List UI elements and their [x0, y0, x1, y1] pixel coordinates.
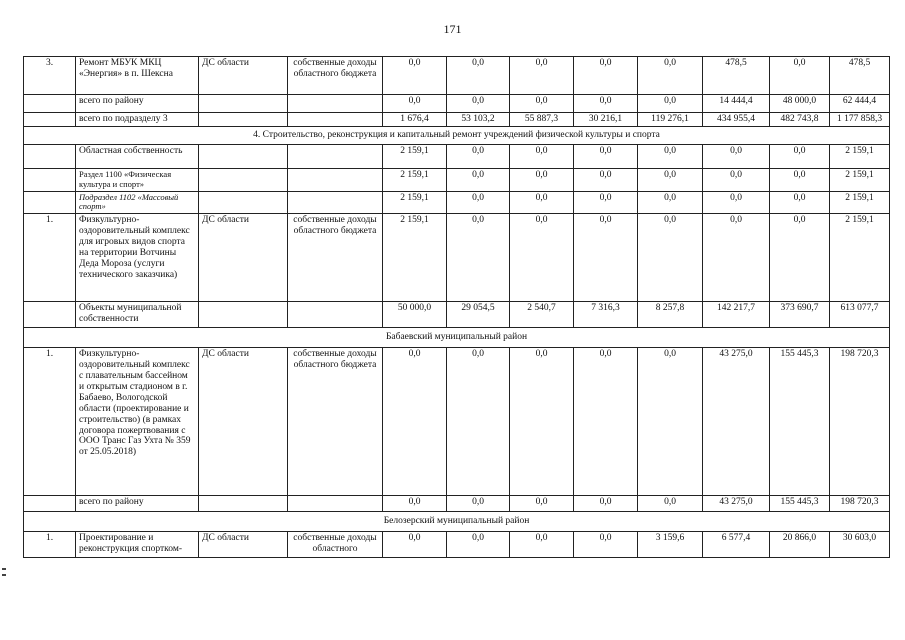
value-cell: 142 217,7 [703, 302, 770, 328]
value-cell: 0,0 [574, 532, 638, 558]
recipient: ДС области [199, 214, 288, 302]
value-cell: 0,0 [574, 169, 638, 192]
value-cell: 0,0 [447, 169, 510, 192]
value-cell: 53 103,2 [447, 113, 510, 127]
group-label: Областная собственность [76, 145, 199, 169]
value-cell: 43 275,0 [703, 348, 770, 496]
row-number: 1. [24, 532, 76, 558]
value-cell: 2 159,1 [383, 214, 447, 302]
value-cell: 0,0 [770, 57, 830, 95]
value-cell: 55 887,3 [510, 113, 574, 127]
value-cell: 0,0 [383, 348, 447, 496]
value-cell: 0,0 [770, 145, 830, 169]
value-cell: 6 577,4 [703, 532, 770, 558]
value-cell: 2 159,1 [830, 214, 890, 302]
table-row [24, 191, 890, 214]
value-cell: 0,0 [770, 169, 830, 192]
section-label: Раздел 1100 «Физическая культура и спорт» [76, 169, 199, 192]
district-title: Белозерский муниципальный район [24, 512, 890, 532]
group-label: Объекты муниципальной собственности [76, 302, 199, 328]
object-name: Физкультурно-оздоровительный комплекс с плавательным бассейном и открытым стадионом в г. Бабаево, Вологодской области (проектирование и строительство) (в рамках договора пожертвования с ООО Транс Газ Ухта № 359 от 25.05.2018) [76, 348, 199, 496]
value-cell: 0,0 [574, 214, 638, 302]
value-cell: 0,0 [638, 214, 703, 302]
value-cell: 30 216,1 [574, 113, 638, 127]
recipient: ДС области [199, 57, 288, 95]
value-cell: 0,0 [447, 57, 510, 95]
row-number: 3. [24, 57, 76, 95]
recipient: ДС области [199, 348, 288, 496]
value-cell: 613 077,7 [830, 302, 890, 328]
value-cell: 1 676,4 [383, 113, 447, 127]
district-header-row [24, 328, 890, 348]
value-cell: 43 275,0 [703, 496, 770, 512]
value-cell: 155 445,3 [770, 496, 830, 512]
value-cell: 8 257,8 [638, 302, 703, 328]
funding-source: собственные доходы областного бюджета [288, 214, 383, 302]
value-cell: 0,0 [703, 145, 770, 169]
subsection-label: Подраздел 1102 «Массовый спорт» [76, 191, 199, 214]
value-cell: 482 743,8 [770, 113, 830, 127]
value-cell: 0,0 [638, 145, 703, 169]
section-title: 4. Строительство, реконструкция и капитальный ремонт учреждений физической культуры и спорта [24, 127, 890, 145]
value-cell: 198 720,3 [830, 348, 890, 496]
value-cell: 2 159,1 [830, 145, 890, 169]
table-row [24, 145, 890, 169]
table-row [24, 169, 890, 192]
value-cell: 0,0 [638, 191, 703, 214]
value-cell: 0,0 [510, 191, 574, 214]
value-cell: 30 603,0 [830, 532, 890, 558]
value-cell: 0,0 [574, 191, 638, 214]
table-row [24, 496, 890, 512]
district-title: Бабаевский муниципальный район [24, 328, 890, 348]
table-row [24, 57, 890, 95]
value-cell: 478,5 [703, 57, 770, 95]
value-cell: 0,0 [383, 95, 447, 113]
value-cell: 2 159,1 [830, 191, 890, 214]
value-cell: 14 444,4 [703, 95, 770, 113]
value-cell: 2 159,1 [830, 169, 890, 192]
value-cell: 0,0 [510, 145, 574, 169]
value-cell: 0,0 [574, 496, 638, 512]
value-cell: 434 955,4 [703, 113, 770, 127]
value-cell: 0,0 [574, 57, 638, 95]
table-row [24, 302, 890, 328]
value-cell: 2 159,1 [383, 169, 447, 192]
recipient: ДС области [199, 532, 288, 558]
value-cell: 48 000,0 [770, 95, 830, 113]
value-cell: 3 159,6 [638, 532, 703, 558]
value-cell: 62 444,4 [830, 95, 890, 113]
value-cell: 0,0 [703, 214, 770, 302]
value-cell: 0,0 [447, 95, 510, 113]
value-cell: 0,0 [447, 145, 510, 169]
value-cell: 0,0 [703, 191, 770, 214]
value-cell: 0,0 [510, 348, 574, 496]
value-cell: 0,0 [638, 95, 703, 113]
value-cell: 0,0 [574, 95, 638, 113]
value-cell: 20 866,0 [770, 532, 830, 558]
value-cell: 0,0 [447, 348, 510, 496]
value-cell: 29 054,5 [447, 302, 510, 328]
value-cell: 0,0 [638, 348, 703, 496]
value-cell: 0,0 [770, 191, 830, 214]
value-cell: 119 276,1 [638, 113, 703, 127]
value-cell: 0,0 [574, 145, 638, 169]
value-cell: 0,0 [638, 496, 703, 512]
funding-source: собственные доходы областного бюджета [288, 57, 383, 95]
section-header-row [24, 127, 890, 145]
subtotal-label: всего по подразделу 3 [76, 113, 199, 127]
value-cell: 50 000,0 [383, 302, 447, 328]
value-cell: 0,0 [703, 169, 770, 192]
value-cell: 0,0 [510, 95, 574, 113]
value-cell: 478,5 [830, 57, 890, 95]
value-cell: 198 720,3 [830, 496, 890, 512]
value-cell: 0,0 [510, 532, 574, 558]
page-number: 171 [443, 22, 462, 36]
value-cell: 0,0 [383, 57, 447, 95]
value-cell: 0,0 [510, 214, 574, 302]
value-cell: 7 316,3 [574, 302, 638, 328]
value-cell: 0,0 [447, 532, 510, 558]
value-cell: 0,0 [638, 57, 703, 95]
value-cell: 2 540,7 [510, 302, 574, 328]
table-row [24, 95, 890, 113]
value-cell: 1 177 858,3 [830, 113, 890, 127]
value-cell: 155 445,3 [770, 348, 830, 496]
value-cell: 0,0 [638, 169, 703, 192]
row-number: 1. [24, 348, 76, 496]
subtotal-label: всего по району [76, 95, 199, 113]
value-cell: 0,0 [383, 496, 447, 512]
value-cell: 0,0 [510, 169, 574, 192]
scan-mark [2, 574, 6, 576]
table-row [24, 532, 890, 558]
table-row [24, 214, 890, 302]
value-cell: 0,0 [770, 214, 830, 302]
value-cell: 0,0 [447, 214, 510, 302]
district-header-row [24, 512, 890, 532]
row-number: 1. [24, 214, 76, 302]
table-row [24, 113, 890, 127]
value-cell: 0,0 [447, 496, 510, 512]
object-name: Физкультурно-оздоровительный комплекс для игровых видов спорта на территории Вотчины Деда Мороза (услуги технического заказчика) [76, 214, 199, 302]
funding-source: собственные доходы областного бюджета [288, 348, 383, 496]
object-name: Проектирование и реконструкция спортком- [76, 532, 199, 558]
value-cell: 0,0 [510, 57, 574, 95]
table-row [24, 348, 890, 496]
subtotal-label: всего по району [76, 496, 199, 512]
value-cell: 0,0 [447, 191, 510, 214]
value-cell: 0,0 [383, 532, 447, 558]
value-cell: 0,0 [574, 348, 638, 496]
budget-table [23, 56, 890, 558]
value-cell: 2 159,1 [383, 145, 447, 169]
value-cell: 2 159,1 [383, 191, 447, 214]
funding-source: собственные доходы областного [288, 532, 383, 558]
value-cell: 373 690,7 [770, 302, 830, 328]
value-cell: 0,0 [510, 496, 574, 512]
object-name: Ремонт МБУК МКЦ «Энергия» в п. Шексна [76, 57, 199, 95]
scan-mark [2, 568, 6, 570]
